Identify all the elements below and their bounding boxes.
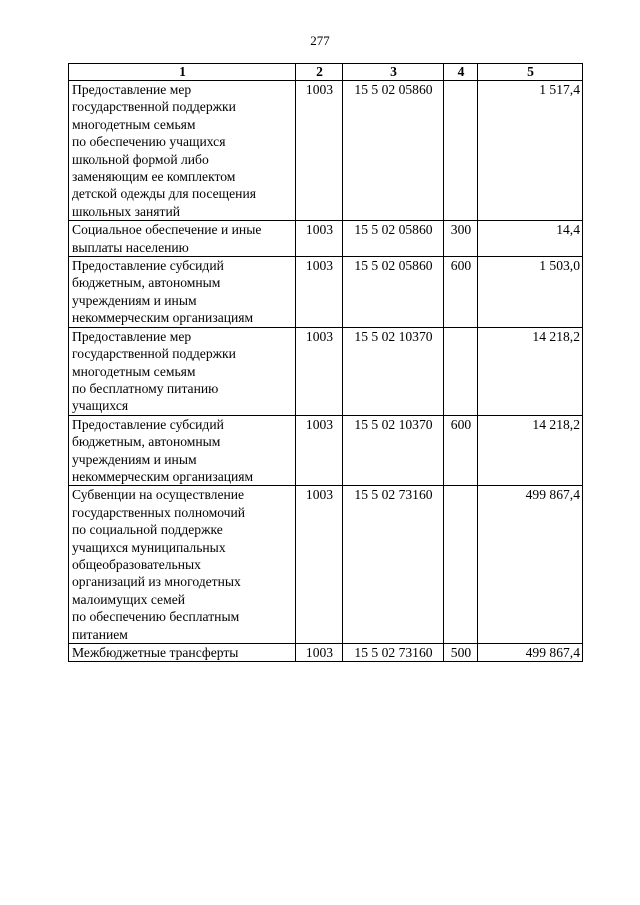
cell-name — [69, 257, 296, 328]
cell-type — [444, 486, 478, 644]
cell-section: 1003 — [296, 81, 343, 221]
cell-section: 1003 — [296, 486, 343, 644]
name-line: многодетным семьям — [72, 363, 196, 379]
table-row — [69, 257, 583, 328]
cell-target: 15 5 02 05860 — [343, 81, 444, 221]
name-line: детской одежды для посещения — [72, 186, 256, 202]
header-col-4: 4 — [444, 64, 478, 81]
cell-amount: 1 503,0 — [478, 257, 583, 328]
cell-name — [69, 644, 296, 662]
name-line: школьной формой либо — [72, 151, 209, 167]
cell-type: 600 — [444, 257, 478, 328]
cell-name — [69, 486, 296, 644]
name-line: по социальной поддержке — [72, 522, 223, 538]
budget-table — [68, 63, 583, 662]
cell-target: 15 5 02 05860 — [343, 257, 444, 328]
cell-amount: 14,4 — [478, 221, 583, 257]
name-line: малоимущих семей — [72, 591, 185, 607]
header-col-3: 3 — [343, 64, 444, 81]
name-line: учащихся — [72, 398, 129, 414]
cell-type: 300 — [444, 221, 478, 257]
cell-amount: 14 218,2 — [478, 327, 583, 415]
cell-section: 1003 — [296, 221, 343, 257]
name-line: Предоставление субсидий — [72, 416, 224, 432]
name-line: по обеспечению учащихся — [72, 134, 226, 150]
name-line: Социальное обеспечение и иные — [72, 222, 262, 238]
name-line: Межбюджетные трансферты — [72, 645, 239, 660]
name-line: государственных полномочий — [72, 504, 246, 520]
cell-type — [444, 327, 478, 415]
cell-type — [444, 81, 478, 221]
cell-section: 1003 — [296, 415, 343, 486]
name-line: Предоставление мер — [72, 82, 192, 97]
name-line: некоммерческим организациям — [72, 468, 254, 484]
name-line: многодетным семьям — [72, 116, 196, 132]
cell-name — [69, 327, 296, 415]
table-row — [69, 415, 583, 486]
table-row — [69, 81, 583, 221]
cell-target: 15 5 02 73160 — [343, 486, 444, 644]
name-line: по обеспечению бесплатным — [72, 609, 240, 625]
cell-amount: 1 517,4 — [478, 81, 583, 221]
table-row — [69, 221, 583, 257]
name-line: бюджетным, автономным — [72, 434, 221, 450]
name-line: некоммерческим организациям — [72, 310, 254, 326]
cell-section: 1003 — [296, 257, 343, 328]
header-col-1: 1 — [69, 64, 296, 81]
header-col-2: 2 — [296, 64, 343, 81]
name-line: Предоставление мер — [72, 328, 192, 344]
name-line: школьных занятий — [72, 203, 181, 219]
name-line: учреждениям и иным — [72, 292, 197, 308]
table-body — [69, 81, 583, 662]
name-line: общеобразовательных — [72, 556, 201, 572]
table-row — [69, 486, 583, 644]
name-line: государственной поддержки — [72, 99, 236, 115]
header-col-5: 5 — [478, 64, 583, 81]
table-row — [69, 327, 583, 415]
cell-name — [69, 415, 296, 486]
cell-target: 15 5 02 10370 — [343, 415, 444, 486]
table-row — [69, 644, 583, 662]
cell-type: 500 — [444, 644, 478, 662]
cell-name — [69, 221, 296, 257]
name-line: по бесплатному питанию — [72, 380, 219, 396]
page-number: 277 — [310, 33, 330, 48]
cell-target: 15 5 02 05860 — [343, 221, 444, 257]
cell-amount: 14 218,2 — [478, 415, 583, 486]
cell-amount: 499 867,4 — [478, 644, 583, 662]
cell-type: 600 — [444, 415, 478, 486]
name-line: государственной поддержки — [72, 346, 236, 362]
cell-section: 1003 — [296, 644, 343, 662]
table-header-row — [69, 64, 583, 81]
name-line: бюджетным, автономным — [72, 275, 221, 291]
cell-target: 15 5 02 73160 — [343, 644, 444, 662]
name-line: учреждениям и иным — [72, 451, 197, 467]
name-line: заменяющим ее комплектом — [72, 169, 236, 185]
name-line: питанием — [72, 626, 128, 642]
cell-section: 1003 — [296, 327, 343, 415]
name-line: учащихся муниципальных — [72, 539, 226, 555]
cell-name — [69, 81, 296, 221]
cell-target: 15 5 02 10370 — [343, 327, 444, 415]
cell-amount: 499 867,4 — [478, 486, 583, 644]
name-line: организаций из многодетных — [72, 574, 241, 590]
name-line: Предоставление субсидий — [72, 258, 224, 274]
name-line: Субвенции на осуществление — [72, 487, 245, 503]
name-line: выплаты населению — [72, 239, 189, 255]
